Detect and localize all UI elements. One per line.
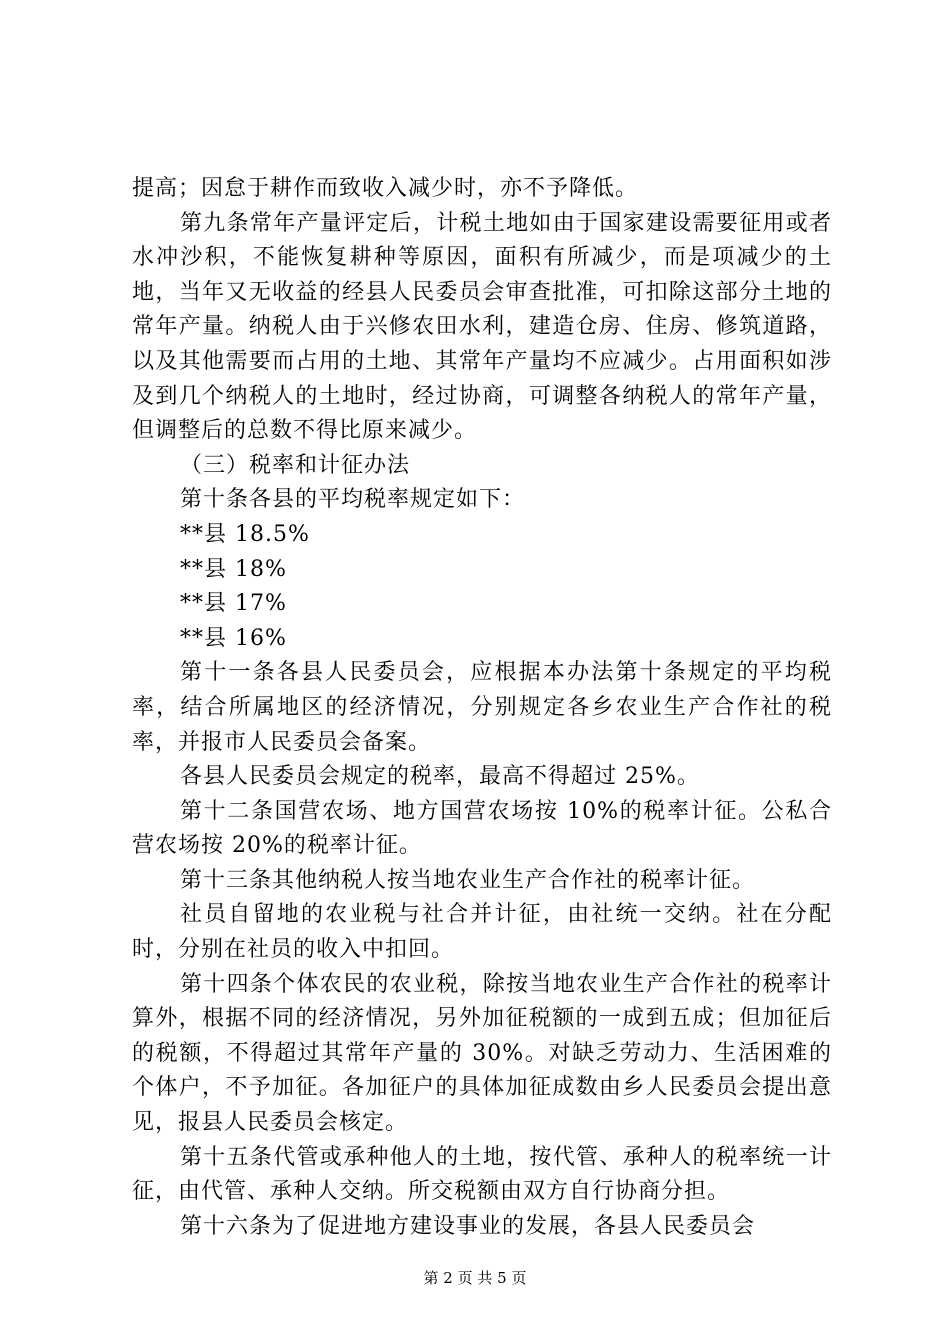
paragraph-article-11: 第十一条各县人民委员会，应根据本办法第十条规定的平均税率，结合所属地区的经济情况，分别规定各乡农业生产合作社的税率，并报市人民委员会备案。	[132, 660, 832, 755]
county-rate-3: **县 17%	[180, 591, 287, 617]
section-heading-tax-rate: （三）税率和计征办法	[180, 452, 411, 478]
paragraph-article-16: 第十六条为了促进地方建设事业的发展，各县人民委员会	[180, 1213, 756, 1239]
document-body	[132, 172, 832, 1244]
county-rate-2: **县 18%	[180, 556, 287, 582]
page-footer: 第 2 页 共 5 页	[423, 1269, 527, 1287]
paragraph-private-plots: 社员自留地的农业税与社合并计征，由社统一交纳。社在分配时，分别在社员的收入中扣回。	[132, 902, 832, 963]
paragraph-article-12: 第十二条国营农场、地方国营农场按 10%的税率计征。公私合营农场按 20%的税率计征。	[132, 798, 832, 859]
paragraph-article-13: 第十三条其他纳税人按当地农业生产合作社的税率计征。	[180, 867, 756, 893]
paragraph-max-rate: 各县人民委员会规定的税率，最高不得超过 25%。	[180, 764, 700, 790]
county-rate-4: **县 16%	[180, 625, 287, 651]
paragraph-article-9: 第九条常年产量评定后，计税土地如由于国家建设需要征用或者水冲沙积，不能恢复耕种等原因，面积有所减少，而是项减少的土地，当年又无收益的经县人民委员会审查批准，可扣除这部分土地的常年产量。纳税人由于兴修农田水利，建造仓房、住房、修筑道路，以及其他需要而占用的土地、其常年产量均不应减少。占用面积如涉及到几个纳税人的土地时，经过协商，可调整各纳税人的常年产量，但调整后的总数不得比原来减少。	[132, 210, 832, 444]
paragraph-article-15: 第十五条代管或承种他人的土地，按代管、承种人的税率统一计征，由代管、承种人交纳。所交税额由双方自行协商分担。	[132, 1144, 832, 1205]
paragraph-article-14: 第十四条个体农民的农业税，除按当地农业生产合作社的税率计算外，根据不同的经济情况，另外加征税额的一成到五成；但加征后的税额，不得超过其常年产量的 30%。对缺乏劳动力、生活困难的个体户，不予加征。各加征户的具体加征成数由乡人民委员会提出意见，报县人民委员会核定。	[132, 971, 832, 1136]
paragraph-continuation: 提高；因怠于耕作而致收入减少时，亦不予降低。	[132, 176, 639, 201]
paragraph-article-10: 第十条各县的平均税率规定如下：	[180, 487, 526, 513]
county-rate-1: **县 18.5%	[180, 521, 310, 547]
